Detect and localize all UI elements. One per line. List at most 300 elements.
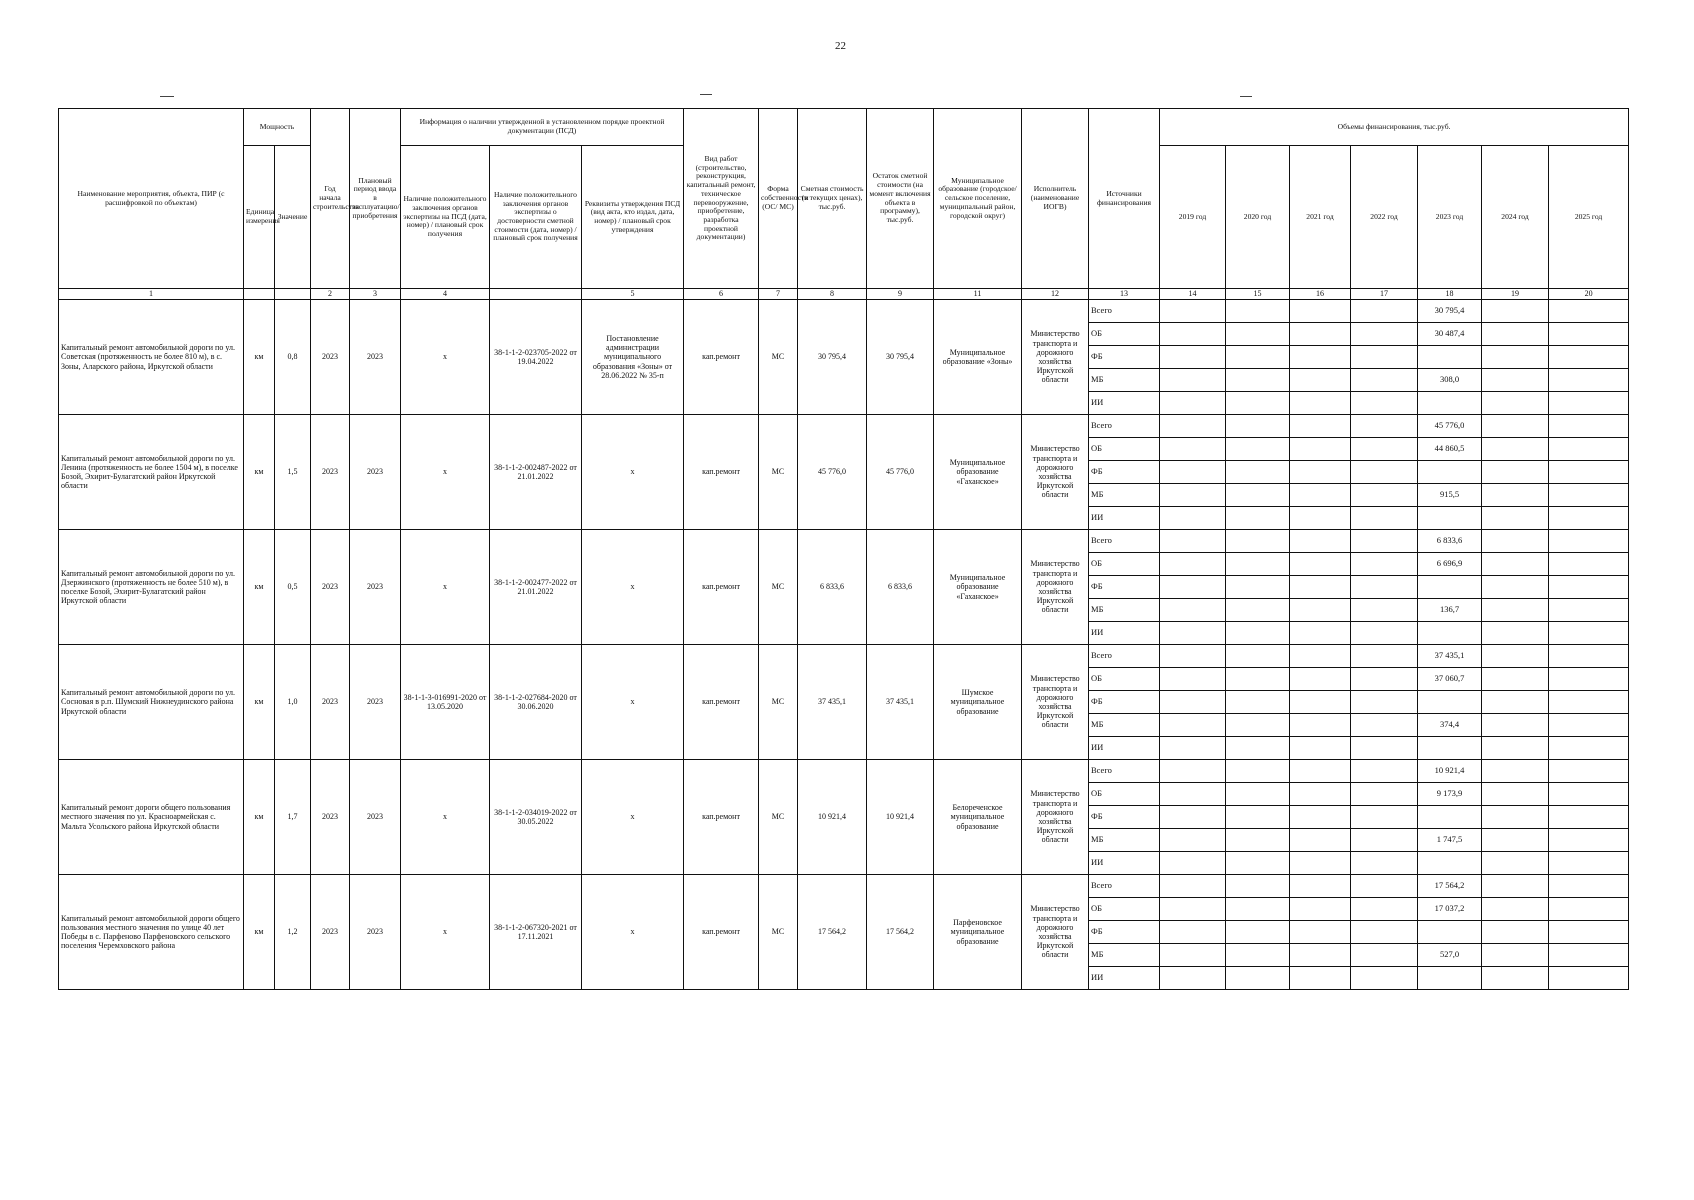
expertise-psd-cell: х [401,760,490,875]
funding-source-label: ИИ [1089,737,1160,760]
funding-cell [1482,852,1549,875]
funding-cell [1482,346,1549,369]
funding-cell [1549,875,1629,898]
value-cell: 1,0 [275,645,311,760]
funding-cell [1351,944,1418,967]
psd-details-cell: х [582,760,684,875]
start-year-cell: 2023 [311,415,350,530]
ownership-cell: МС [759,300,798,415]
funding-cell [1482,783,1549,806]
funding-cell [1482,921,1549,944]
psd-details-cell: х [582,875,684,990]
funding-cell [1351,415,1418,438]
funding-source-label: ФБ [1089,691,1160,714]
funding-cell [1160,461,1226,484]
funding-cell [1351,737,1418,760]
start-year-cell: 2023 [311,760,350,875]
funding-cell [1290,438,1351,461]
funding-2023-cell: 6 833,6 [1418,530,1482,553]
funding-cell [1351,852,1418,875]
funding-cell [1226,898,1290,921]
funding-cell [1226,507,1290,530]
funding-cell [1160,921,1226,944]
value-cell: 1,5 [275,415,311,530]
funding-cell [1226,829,1290,852]
funding-cell [1160,507,1226,530]
header-value: Значение [275,146,311,289]
funding-2023-cell: 915,5 [1418,484,1482,507]
funding-source-label: Всего [1089,760,1160,783]
funding-cell [1226,668,1290,691]
funding-cell [1160,875,1226,898]
funding-source-label: ОБ [1089,783,1160,806]
funding-source-label: ИИ [1089,622,1160,645]
funding-cell [1290,300,1351,323]
funding-cell [1290,622,1351,645]
funding-cell [1482,323,1549,346]
planned-period-cell: 2023 [350,300,401,415]
funding-cell [1482,967,1549,990]
funding-cell [1226,806,1290,829]
funding-source-label: ФБ [1089,461,1160,484]
column-number-row [59,289,1629,300]
funding-cell [1160,898,1226,921]
psd-details-cell: х [582,415,684,530]
funding-2023-cell [1418,806,1482,829]
column-number: 15 [1226,289,1290,300]
funding-source-label: ОБ [1089,898,1160,921]
funding-cell [1549,530,1629,553]
funding-source-label: ОБ [1089,553,1160,576]
funding-cell [1290,806,1351,829]
unit-cell: км [244,645,275,760]
project-name: Капитальный ремонт автомобильной дороги по ул. Сосновая в р.п. Шумский Нижнеудинского района Иркутской области [59,645,244,760]
funding-cell [1226,484,1290,507]
header-funding: Объемы финансирования, тыс.руб. [1160,109,1629,146]
funding-cell [1351,668,1418,691]
funding-source-label: МБ [1089,369,1160,392]
table-row [59,760,1629,783]
funding-cell [1290,691,1351,714]
funding-cell [1482,806,1549,829]
funding-cell [1549,392,1629,415]
column-number [490,289,582,300]
funding-2023-cell: 1 747,5 [1418,829,1482,852]
funding-cell [1351,806,1418,829]
funding-cell [1549,484,1629,507]
funding-cell [1549,300,1629,323]
funding-cell [1160,346,1226,369]
funding-cell [1226,438,1290,461]
planned-period-cell: 2023 [350,875,401,990]
funding-cell [1351,599,1418,622]
scan-mark [700,94,712,95]
funding-cell [1482,461,1549,484]
funding-cell [1160,553,1226,576]
investment-table [58,108,1629,990]
funding-cell [1482,438,1549,461]
funding-cell [1160,944,1226,967]
funding-cell [1549,921,1629,944]
funding-2023-cell [1418,576,1482,599]
executor-cell: Министерство транспорта и дорожного хозяйства Иркутской области [1022,300,1089,415]
funding-2023-cell [1418,852,1482,875]
funding-cell [1160,783,1226,806]
funding-cell [1351,783,1418,806]
funding-cell [1290,737,1351,760]
funding-2023-cell [1418,921,1482,944]
expertise-psd-cell: х [401,875,490,990]
funding-cell [1290,645,1351,668]
header-executor: Исполнитель (наименование ИОГВ) [1022,109,1089,289]
funding-source-label: ИИ [1089,392,1160,415]
funding-cell [1160,369,1226,392]
work-type-cell: кап.ремонт [684,760,759,875]
funding-cell [1482,691,1549,714]
planned-period-cell: 2023 [350,645,401,760]
column-number: 12 [1022,289,1089,300]
funding-cell [1549,737,1629,760]
funding-cell [1290,369,1351,392]
header-ownership: Форма собственности (ОС/ МС) [759,109,798,289]
project-name: Капитальный ремонт автомобильной дороги по ул. Советская (протяженность не более 810 м), в с. Зоны, Аларского района, Иркутской области [59,300,244,415]
funding-2023-cell: 17 037,2 [1418,898,1482,921]
funding-cell [1160,829,1226,852]
funding-cell [1549,760,1629,783]
funding-cell [1160,691,1226,714]
planned-period-cell: 2023 [350,530,401,645]
funding-cell [1160,645,1226,668]
funding-cell [1290,392,1351,415]
funding-cell [1482,898,1549,921]
project-name: Капитальный ремонт дороги общего пользования местного значения по ул. Красноармейская с. Мальта Усольского района Иркутской области [59,760,244,875]
header-year-2023: 2023 год [1418,146,1482,289]
funding-2023-cell: 374,4 [1418,714,1482,737]
funding-cell [1482,760,1549,783]
funding-cell [1160,737,1226,760]
funding-cell [1160,714,1226,737]
funding-cell [1160,438,1226,461]
column-number: 19 [1482,289,1549,300]
funding-cell [1549,668,1629,691]
funding-2023-cell [1418,691,1482,714]
work-type-cell: кап.ремонт [684,300,759,415]
scan-mark [160,96,174,97]
funding-cell [1160,967,1226,990]
funding-cell [1351,967,1418,990]
funding-2023-cell: 527,0 [1418,944,1482,967]
funding-2023-cell [1418,346,1482,369]
funding-cell [1226,737,1290,760]
funding-source-label: МБ [1089,484,1160,507]
start-year-cell: 2023 [311,645,350,760]
column-number: 17 [1351,289,1418,300]
funding-2023-cell: 10 921,4 [1418,760,1482,783]
funding-cell [1482,875,1549,898]
funding-cell [1226,415,1290,438]
funding-2023-cell: 37 060,7 [1418,668,1482,691]
executor-cell: Министерство транспорта и дорожного хозяйства Иркутской области [1022,875,1089,990]
funding-cell [1290,875,1351,898]
funding-cell [1290,484,1351,507]
column-number: 16 [1290,289,1351,300]
funding-cell [1290,921,1351,944]
funding-cell [1226,875,1290,898]
funding-cell [1351,346,1418,369]
start-year-cell: 2023 [311,300,350,415]
funding-cell [1482,668,1549,691]
funding-cell [1160,300,1226,323]
funding-cell [1160,622,1226,645]
table-row [59,875,1629,898]
funding-source-label: ИИ [1089,852,1160,875]
estimated-cost-cell: 30 795,4 [798,300,867,415]
funding-source-label: ОБ [1089,668,1160,691]
funding-2023-cell [1418,507,1482,530]
value-cell: 1,7 [275,760,311,875]
funding-2023-cell: 136,7 [1418,599,1482,622]
funding-cell [1549,783,1629,806]
funding-cell [1482,714,1549,737]
funding-cell [1226,967,1290,990]
column-number: 13 [1089,289,1160,300]
funding-cell [1482,645,1549,668]
funding-cell [1290,668,1351,691]
funding-2023-cell: 9 173,9 [1418,783,1482,806]
header-year-2021: 2021 год [1290,146,1351,289]
funding-cell [1351,714,1418,737]
remaining-cost-cell: 10 921,4 [867,760,934,875]
funding-cell [1549,507,1629,530]
column-number: 20 [1549,289,1629,300]
header-year-2019: 2019 год [1160,146,1226,289]
funding-cell [1290,415,1351,438]
table-row [59,645,1629,668]
funding-cell [1549,645,1629,668]
value-cell: 1,2 [275,875,311,990]
column-number: 4 [401,289,490,300]
funding-2023-cell: 6 696,9 [1418,553,1482,576]
funding-source-label: ОБ [1089,323,1160,346]
funding-cell [1160,668,1226,691]
table-row [59,415,1629,438]
work-type-cell: кап.ремонт [684,415,759,530]
funding-cell [1290,346,1351,369]
header-municipality: Муниципальное образование (городское/сельское поселение, муниципальный район, городской округ) [934,109,1022,289]
expertise-psd-cell: х [401,415,490,530]
funding-cell [1351,898,1418,921]
ownership-cell: МС [759,760,798,875]
funding-cell [1290,898,1351,921]
funding-cell [1482,944,1549,967]
remaining-cost-cell: 45 776,0 [867,415,934,530]
column-number: 5 [582,289,684,300]
funding-2023-cell: 308,0 [1418,369,1482,392]
funding-cell [1226,714,1290,737]
funding-cell [1549,622,1629,645]
funding-cell [1549,944,1629,967]
funding-cell [1226,346,1290,369]
funding-cell [1549,967,1629,990]
psd-details-cell: Постановление администрации муниципального образования «Зоны» от 28.06.2022 № 35-п [582,300,684,415]
funding-cell [1160,530,1226,553]
funding-cell [1351,645,1418,668]
funding-cell [1226,369,1290,392]
unit-cell: км [244,300,275,415]
funding-cell [1226,530,1290,553]
funding-cell [1549,346,1629,369]
municipality-cell: Белореченское муниципальное образование [934,760,1022,875]
executor-cell: Министерство транспорта и дорожного хозяйства Иркутской области [1022,530,1089,645]
funding-cell [1290,783,1351,806]
funding-cell [1351,300,1418,323]
estimated-cost-cell: 45 776,0 [798,415,867,530]
funding-source-label: МБ [1089,599,1160,622]
funding-cell [1226,783,1290,806]
funding-source-label: ФБ [1089,346,1160,369]
column-number: 18 [1418,289,1482,300]
column-number: 9 [867,289,934,300]
funding-source-label: ИИ [1089,967,1160,990]
table-body [59,300,1629,990]
remaining-cost-cell: 37 435,1 [867,645,934,760]
funding-cell [1482,829,1549,852]
funding-source-label: Всего [1089,300,1160,323]
header-psd-details: Реквизиты утверждения ПСД (вид акта, кто издал, дата, номер) / плановый срок утверждения [582,146,684,289]
header-year-2020: 2020 год [1226,146,1290,289]
funding-cell [1160,323,1226,346]
funding-source-label: МБ [1089,714,1160,737]
funding-cell [1351,461,1418,484]
funding-2023-cell: 45 776,0 [1418,415,1482,438]
funding-cell [1226,691,1290,714]
municipality-cell: Муниципальное образование «Гаханское» [934,530,1022,645]
funding-cell [1226,300,1290,323]
funding-cell [1351,760,1418,783]
funding-cell [1290,576,1351,599]
header-work-type: Вид работ (строительство, реконструкция, капитальный ремонт, техническое перевооружение, приобретение, разработка проектной документации) [684,109,759,289]
funding-cell [1290,599,1351,622]
table-row [59,530,1629,553]
column-number [275,289,311,300]
funding-cell [1226,852,1290,875]
funding-cell [1226,599,1290,622]
funding-source-label: ФБ [1089,921,1160,944]
funding-cell [1290,323,1351,346]
funding-cell [1351,622,1418,645]
funding-2023-cell: 30 487,4 [1418,323,1482,346]
ownership-cell: МС [759,645,798,760]
funding-cell [1160,392,1226,415]
executor-cell: Министерство транспорта и дорожного хозяйства Иркутской области [1022,760,1089,875]
column-number: 1 [59,289,244,300]
funding-cell [1351,691,1418,714]
expertise-cost-cell: 38-1-1-2-002487-2022 от 21.01.2022 [490,415,582,530]
expertise-psd-cell: х [401,300,490,415]
funding-cell [1160,806,1226,829]
ownership-cell: МС [759,875,798,990]
funding-2023-cell [1418,967,1482,990]
remaining-cost-cell: 6 833,6 [867,530,934,645]
unit-cell: км [244,760,275,875]
funding-cell [1549,576,1629,599]
header-year-2024: 2024 год [1482,146,1549,289]
funding-cell [1482,392,1549,415]
funding-cell [1549,599,1629,622]
funding-cell [1351,875,1418,898]
funding-cell [1549,852,1629,875]
column-number: 6 [684,289,759,300]
funding-cell [1290,530,1351,553]
header-psd-info: Информация о наличии утвержденной в установленном порядке проектной документации (ПСД) [401,109,684,146]
expertise-cost-cell: 38-1-1-2-034019-2022 от 30.05.2022 [490,760,582,875]
unit-cell: км [244,530,275,645]
remaining-cost-cell: 30 795,4 [867,300,934,415]
funding-source-label: Всего [1089,530,1160,553]
funding-cell [1351,484,1418,507]
executor-cell: Министерство транспорта и дорожного хозяйства Иркутской области [1022,645,1089,760]
column-number: 14 [1160,289,1226,300]
header-planned-period: Плановый период ввода в эксплуатацию/приобретения [350,109,401,289]
funding-source-label: ИИ [1089,507,1160,530]
funding-cell [1351,921,1418,944]
funding-cell [1482,415,1549,438]
funding-cell [1351,553,1418,576]
funding-cell [1226,392,1290,415]
funding-cell [1482,553,1549,576]
column-number: 11 [934,289,1022,300]
funding-2023-cell: 30 795,4 [1418,300,1482,323]
column-number: 7 [759,289,798,300]
funding-cell [1160,576,1226,599]
funding-cell [1549,691,1629,714]
funding-cell [1290,852,1351,875]
municipality-cell: Шумское муниципальное образование [934,645,1022,760]
work-type-cell: кап.ремонт [684,645,759,760]
funding-cell [1549,898,1629,921]
funding-cell [1549,806,1629,829]
ownership-cell: МС [759,530,798,645]
funding-cell [1549,369,1629,392]
funding-cell [1226,323,1290,346]
funding-cell [1290,760,1351,783]
table-row [59,300,1629,323]
estimated-cost-cell: 10 921,4 [798,760,867,875]
value-cell: 0,5 [275,530,311,645]
estimated-cost-cell: 17 564,2 [798,875,867,990]
funding-2023-cell [1418,392,1482,415]
funding-cell [1482,300,1549,323]
header-year-2022: 2022 год [1351,146,1418,289]
estimated-cost-cell: 6 833,6 [798,530,867,645]
psd-details-cell: х [582,530,684,645]
header-sources: Источники финансирования [1089,109,1160,289]
planned-period-cell: 2023 [350,760,401,875]
expertise-psd-cell: 38-1-1-3-016991-2020 от 13.05.2020 [401,645,490,760]
funding-source-label: Всего [1089,875,1160,898]
funding-cell [1226,553,1290,576]
funding-source-label: Всего [1089,415,1160,438]
project-name: Капитальный ремонт автомобильной дороги по ул. Ленина (протяженность не более 1504 м), в поселке Бозой, Эхирит-Булагатский район Иркутской области [59,415,244,530]
funding-cell [1549,553,1629,576]
psd-details-cell: х [582,645,684,760]
page-number: 22 [835,40,846,52]
funding-cell [1226,622,1290,645]
funding-source-label: МБ [1089,944,1160,967]
estimated-cost-cell: 37 435,1 [798,645,867,760]
funding-2023-cell [1418,461,1482,484]
funding-source-label: ФБ [1089,806,1160,829]
